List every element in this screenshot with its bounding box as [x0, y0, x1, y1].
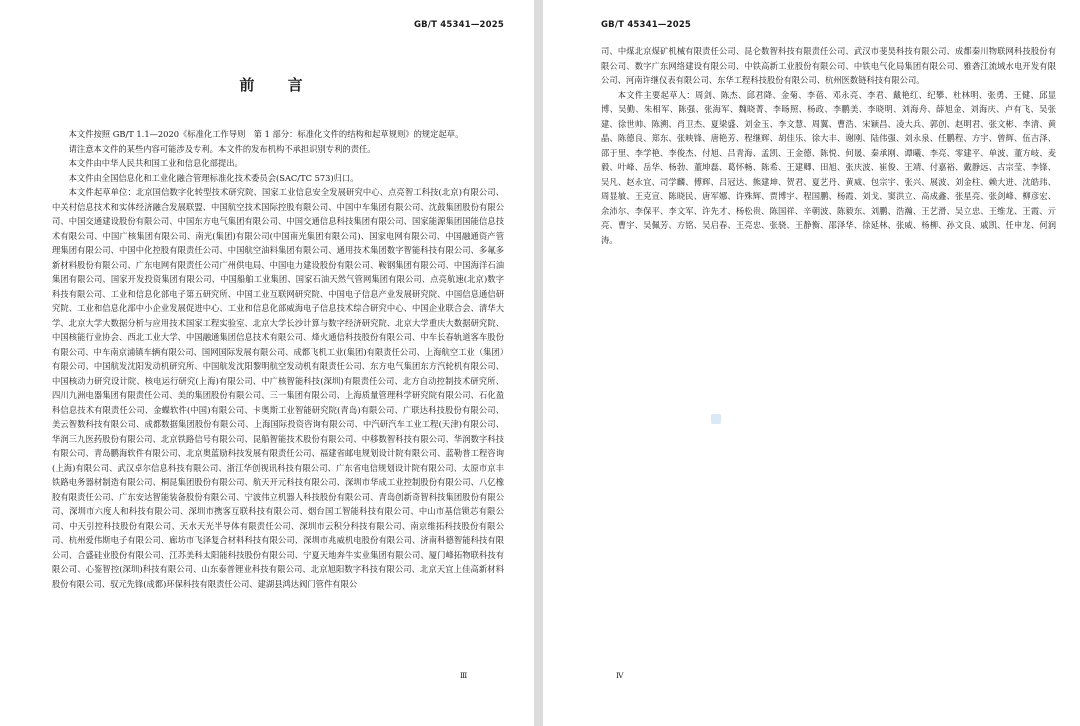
- paragraph-administered-by: 本文件由全国信息化和工业化融合管理标准化技术委员会(SAC/TC 573)归口。: [68, 172, 359, 183]
- page-number: Ⅳ: [616, 671, 624, 680]
- paragraph-drafting-units-continued: 司、中煤北京煤矿机械有限责任公司、昆仑数智科技有限责任公司、武汉市斐昊科技有限公司、成都秦川物联网科技股份有限公司、数字广东网络建设有限公司、中铁高新工业股份有限公司、中铁电气化局集团有限公司、雅砻江流域水电开发有限公司、河南许继仪表有限公司、东华工程科技股份有限公司、杭州医数链科技有限公司。: [601, 46, 1056, 85]
- paragraph-drafting-rules: 本文件按照 GB/T 1.1—2020《标准化工作导则 第 1 部分：标准化文件的结构和起草规则》的规定起草。: [68, 129, 464, 139]
- standard-number: GB/T 45341—2025: [601, 20, 692, 30]
- paragraph-drafting-units: 本文件起草单位：北京国信数字化转型技术研究院、国家工业信息安全发展研究中心、点亮智工科技(北京)有限公司、中关村信息技术和实体经济融合发展联盟、中国航空技术国际控股有限公司、中国中车集团有限公司、沈鼓集团股份有限公司、中国交通建设股份有限公司、中国东方电气集团有限公司、中国交通信息科技集团有限公司、国家能源集团国能信息技术有限公司、中国广核集团有限公司、南光(集团)有限公司(中国南光集团有限公司)、国家电网有限公司、中国融通资产管理集团有限公司、中国中化控股有限责任公司、中国航空油料集团有限公司、通用技术集团数字智能科技有限公司、多氟多新材料股份有限公司、广东电网有限责任公司广州供电局、中国电力建设股份有限公司、鞍钢集团有限公司、中国海洋石油集团有限公司、国家开发投资集团有限公司、中国船舶工业集团、国家石油天然气管网集团有限公司、点亮航速(北京)数字科技有限公司、工业和信息化部电子第五研究所、中国工业互联网研究院、中国电子信息产业发展研究院、中国信息通信研究院、工业和信息化部中小企业发展促进中心、工业和信息化部威海电子信息技术综合研究中心、中国企业联合会、清华大学、北京大学大数据分析与应用技术国家工程实验室、北京大学长沙计算与数字经济研究院、北京大学重庆大数据研究院、中国核能行业协会、西北工业大学、中国融通集团信息技术有限公司、烽火通信科技股份有限公司、中车长春轨道客车股份有限公司、中车南京浦镇车辆有限公司、国网国际发展有限公司、成都飞机工业(集团)有限责任公司、上海航空工业（集团）有限公司、中国航发沈阳发动机研究所、中国航发沈阳黎明航空发动机有限责任公司、东方电气集团东方汽轮机有限公司、中国核动力研究设计院、核电运行研究(上海)有限公司、中广核智能科技(深圳)有限责任公司、北方自动控制技术研究所、四川九洲电器集团有限责任公司、美的集团股份有限公司、三一集团有限公司、上海质量管理科学研究院有限公司、石化盈科信息技术有限责任公司、金蝶软件(中国)有限公司、卡奥斯工业智能研究院(青岛)有限公司、广联达科技股份有限公司、美云智数科技有限公司、成都数据集团股份有限公司、上海国际投资咨询有限公司、中汽研汽车工业工程(天津)有限公司、华润三九医药股份有限公司、北京铁路信号有限公司、昆船智能技术股份有限公司、中移数智科技有限公司、华润数字科技有限公司、青岛鹏海软件有限公司、北京奥蓝励科技发展有限责任公司、福建省邮电规划设计院有限公司、蓝勒普工程咨询(上海)有限公司、武汉卓尔信息科技有限公司、浙江华创视讯科技有限公司、广东省电信规划设计院有限公司、太原市京丰铁路电务器材制造有限公司、桐昆集团股份有限公司、航天开元科技有限公司、深圳市华成工业控制股份有限公司、八亿橡胶有限责任公司、广东安达智能装备股份有限公司、宁波伟立机器人科技股份有限公司、青岛创新奇智科技集团股份有限公司、深圳市六度人和科技有限公司、深圳市携客互联科技有限公司、烟台国工智能科技有限公司、中山市基信锁芯有限公司、中天引控科技股份有限公司、天水天光半导体有限责任公司、深圳市云积分科技有限公司、南京维拓科技股份有限公司、杭州爱伟斯电子有限公司、廊坊市飞泽复合材料科技有限公司、深圳市兆威机电股份有限公司、济南科德智能科技有限公司、合盛硅业股份有限公司、江苏美科太阳能科技股份有限公司、宁夏天地奔牛实业集团有限公司、厦门峰拓物联科技有限公司、心鉴智控(深圳)科技有限公司、山东泰普锂业科技有限公司、北京旭阳数字科技有限公司、北京天宜上佳高新材料股份有限公司、驭元先锋(成都)环保科技有限责任公司、建湖县鸿达阀门管件有限公: [52, 187, 504, 589]
- paragraph-proposed-by: 本文件由中华人民共和国工业和信息化部提出。: [68, 158, 243, 168]
- standard-number: GB/T 45341—2025: [413, 20, 504, 30]
- page-right: [543, 0, 1080, 726]
- paragraph-main-drafters: 本文件主要起草人：周剑、陈杰、邱君降、金菊、李蓓、邓永亮、李君、戴艳红、纪攀、杜林明、张勇、王健、邱显博、吴勤、朱相军、陈强、张海军、魏晓菁、李旸照、杨政、李鹏美、李晓明、刘海舟、薛旭金、刘海庆、卢有飞、吴张建、徐世帅、陈溯、肖卫杰、夏梁盛、刘金玉、李文慧、周翼、曹浩、宋颖昌、凌大兵、郭创、赵明君、张文彬、李清、黄晶、陈德良、郑东、张映锋、唐艳芳、程继辉、胡佳乐、徐大丰、谢刚、陆伟强、刘永泉、任鹏程、方宇、曾辉、伍吉泽、邵于里、李学艳、李俊杰、付旭、吕青海、孟凯、王金德、陈悦、何晟、秦承刚、谭曦、李亮、零建平、单波、董方岐、麦毅、叶峰、岳华、杨勃、董坤磊、葛怀畅、陈希、王建卿、田旭、张庆波、崔俊、王靖、付嘉裕、戴静远、古宗莹、李锋、吴凡、赵永宜、司学麟、傅辉、吕冠达、熊建坤、贺君、夏艺丹、黄威、包宗宇、张兴、展波、刘金柱、赖大进、沈皓玮、周显敏、王克宣、陈晓民、唐军娜、许殊辉、贾博宇、程国鹏、杨霞、刘戈、窦洪立、高成鑫、张星亮、张剑峰、柳彦宏、余沛尔、李保平、李文军、许先才、杨松贵、陈国祥、辛朝波、陈毅东、刘鹏、浩瀚、王艺滑、吴立忠、王维龙、王霞、亓亮、曹宇、吴佩芳、方铭、吴启春、王亮忠、张骁、王静衡、邵泽华、徐延林、张威、杨柳、孙文良、戚凯、任申龙、何润涛。: [601, 89, 1056, 245]
- page-left: [0, 0, 534, 726]
- page-number: Ⅲ: [460, 671, 468, 680]
- paragraph-patent-notice: 请注意本文件的某些内容可能涉及专利。本文件的发布机构不承担识别专利的责任。: [68, 143, 376, 154]
- page-gutter: [534, 0, 543, 726]
- scan-artifact: [711, 414, 721, 424]
- preface-title: 前 言: [239, 76, 317, 94]
